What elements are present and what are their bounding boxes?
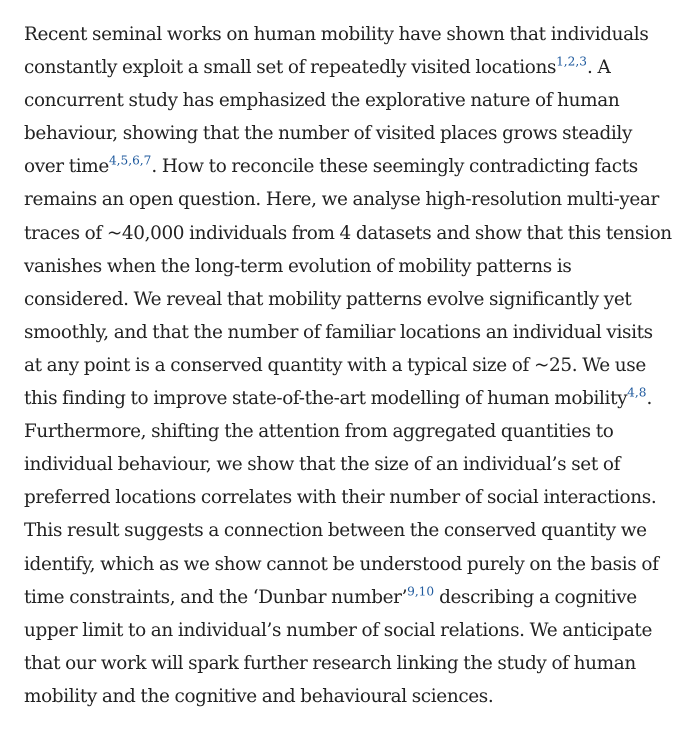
abstract-text-segment: This result suggests a connection between the conserved quantity we: [24, 520, 647, 542]
abstract-text-segment: vanishes when the long-term evolution of mobility patterns is: [24, 255, 572, 277]
abstract-text-segment: smoothly, and that the number of familiar locations an individual visits: [24, 321, 653, 343]
abstract-text-segment: this finding to improve state-of-the-art modelling of human mobility: [24, 388, 628, 410]
abstract-line: [24, 680, 682, 713]
abstract-text: [24, 18, 682, 713]
abstract-text-segment: behaviour, showing that the number of visited places grows steadily: [24, 123, 632, 145]
abstract-line: [24, 548, 682, 581]
abstract-text-segment: .: [646, 388, 652, 410]
abstract-line: [24, 250, 682, 283]
abstract-text-segment: over time: [24, 156, 109, 178]
reference-link[interactable]: 4,5,6,7: [108, 153, 152, 168]
abstract-text-segment: remains an open question. Here, we analyse high-resolution multi-year: [24, 189, 659, 211]
abstract-text-segment: preferred locations correlates with their number of social interactions.: [24, 487, 657, 509]
abstract-text-segment: . How to reconcile these seemingly contradicting facts: [151, 156, 638, 178]
abstract-text-segment: Recent seminal works on human mobility have shown that individuals: [24, 24, 649, 45]
abstract-line: [24, 349, 682, 382]
abstract-text-segment: upper limit to an individual’s number of social relations. We anticipate: [24, 619, 653, 641]
abstract-line: [24, 614, 682, 647]
abstract-text-segment: identify, which as we show cannot be understood purely on the basis of: [24, 553, 659, 575]
abstract-line: [24, 481, 682, 514]
abstract-line: [24, 117, 682, 150]
abstract-line: [24, 283, 682, 316]
abstract-line: [24, 316, 682, 349]
abstract-line: [24, 581, 682, 614]
abstract-text-segment: that our work will spark further research linking the study of human: [24, 652, 636, 674]
abstract-line: [24, 647, 682, 680]
abstract-text-segment: at any point is a conserved quantity with a typical size of ~25. We use: [24, 354, 646, 376]
abstract-line: [24, 448, 682, 481]
abstract-text-segment: considered. We reveal that mobility patterns evolve significantly yet: [24, 288, 632, 310]
abstract-line: [24, 415, 682, 448]
abstract-line: [24, 84, 682, 117]
abstract-text-segment: concurrent study has emphasized the explorative nature of human: [24, 90, 620, 112]
abstract-text-segment: individual behaviour, we show that the size of an individual’s set of: [24, 454, 621, 476]
abstract-text-segment: constantly exploit a small set of repeatedly visited locations: [24, 57, 557, 79]
abstract-text-segment: traces of ~40,000 individuals from 4 datasets and show that this tension: [24, 222, 672, 244]
abstract-line: [24, 51, 682, 84]
abstract-line: [24, 217, 682, 250]
abstract-line: [24, 18, 682, 51]
abstract-line: [24, 150, 682, 183]
reference-link[interactable]: 4,8: [627, 385, 647, 400]
abstract-text-segment: describing a cognitive: [434, 586, 637, 608]
abstract-line: [24, 514, 682, 547]
abstract-text-segment: time constraints, and the ‘Dunbar number’: [24, 586, 408, 608]
abstract-text-segment: Furthermore, shifting the attention from aggregated quantities to: [24, 421, 614, 443]
abstract-line: [24, 382, 682, 415]
reference-link[interactable]: 1,2,3: [556, 54, 587, 69]
reference-link[interactable]: 9,10: [407, 584, 435, 599]
abstract-line: [24, 183, 682, 216]
abstract-text-segment: mobility and the cognitive and behavioural sciences.: [24, 685, 494, 707]
abstract-text-segment: . A: [586, 57, 611, 79]
